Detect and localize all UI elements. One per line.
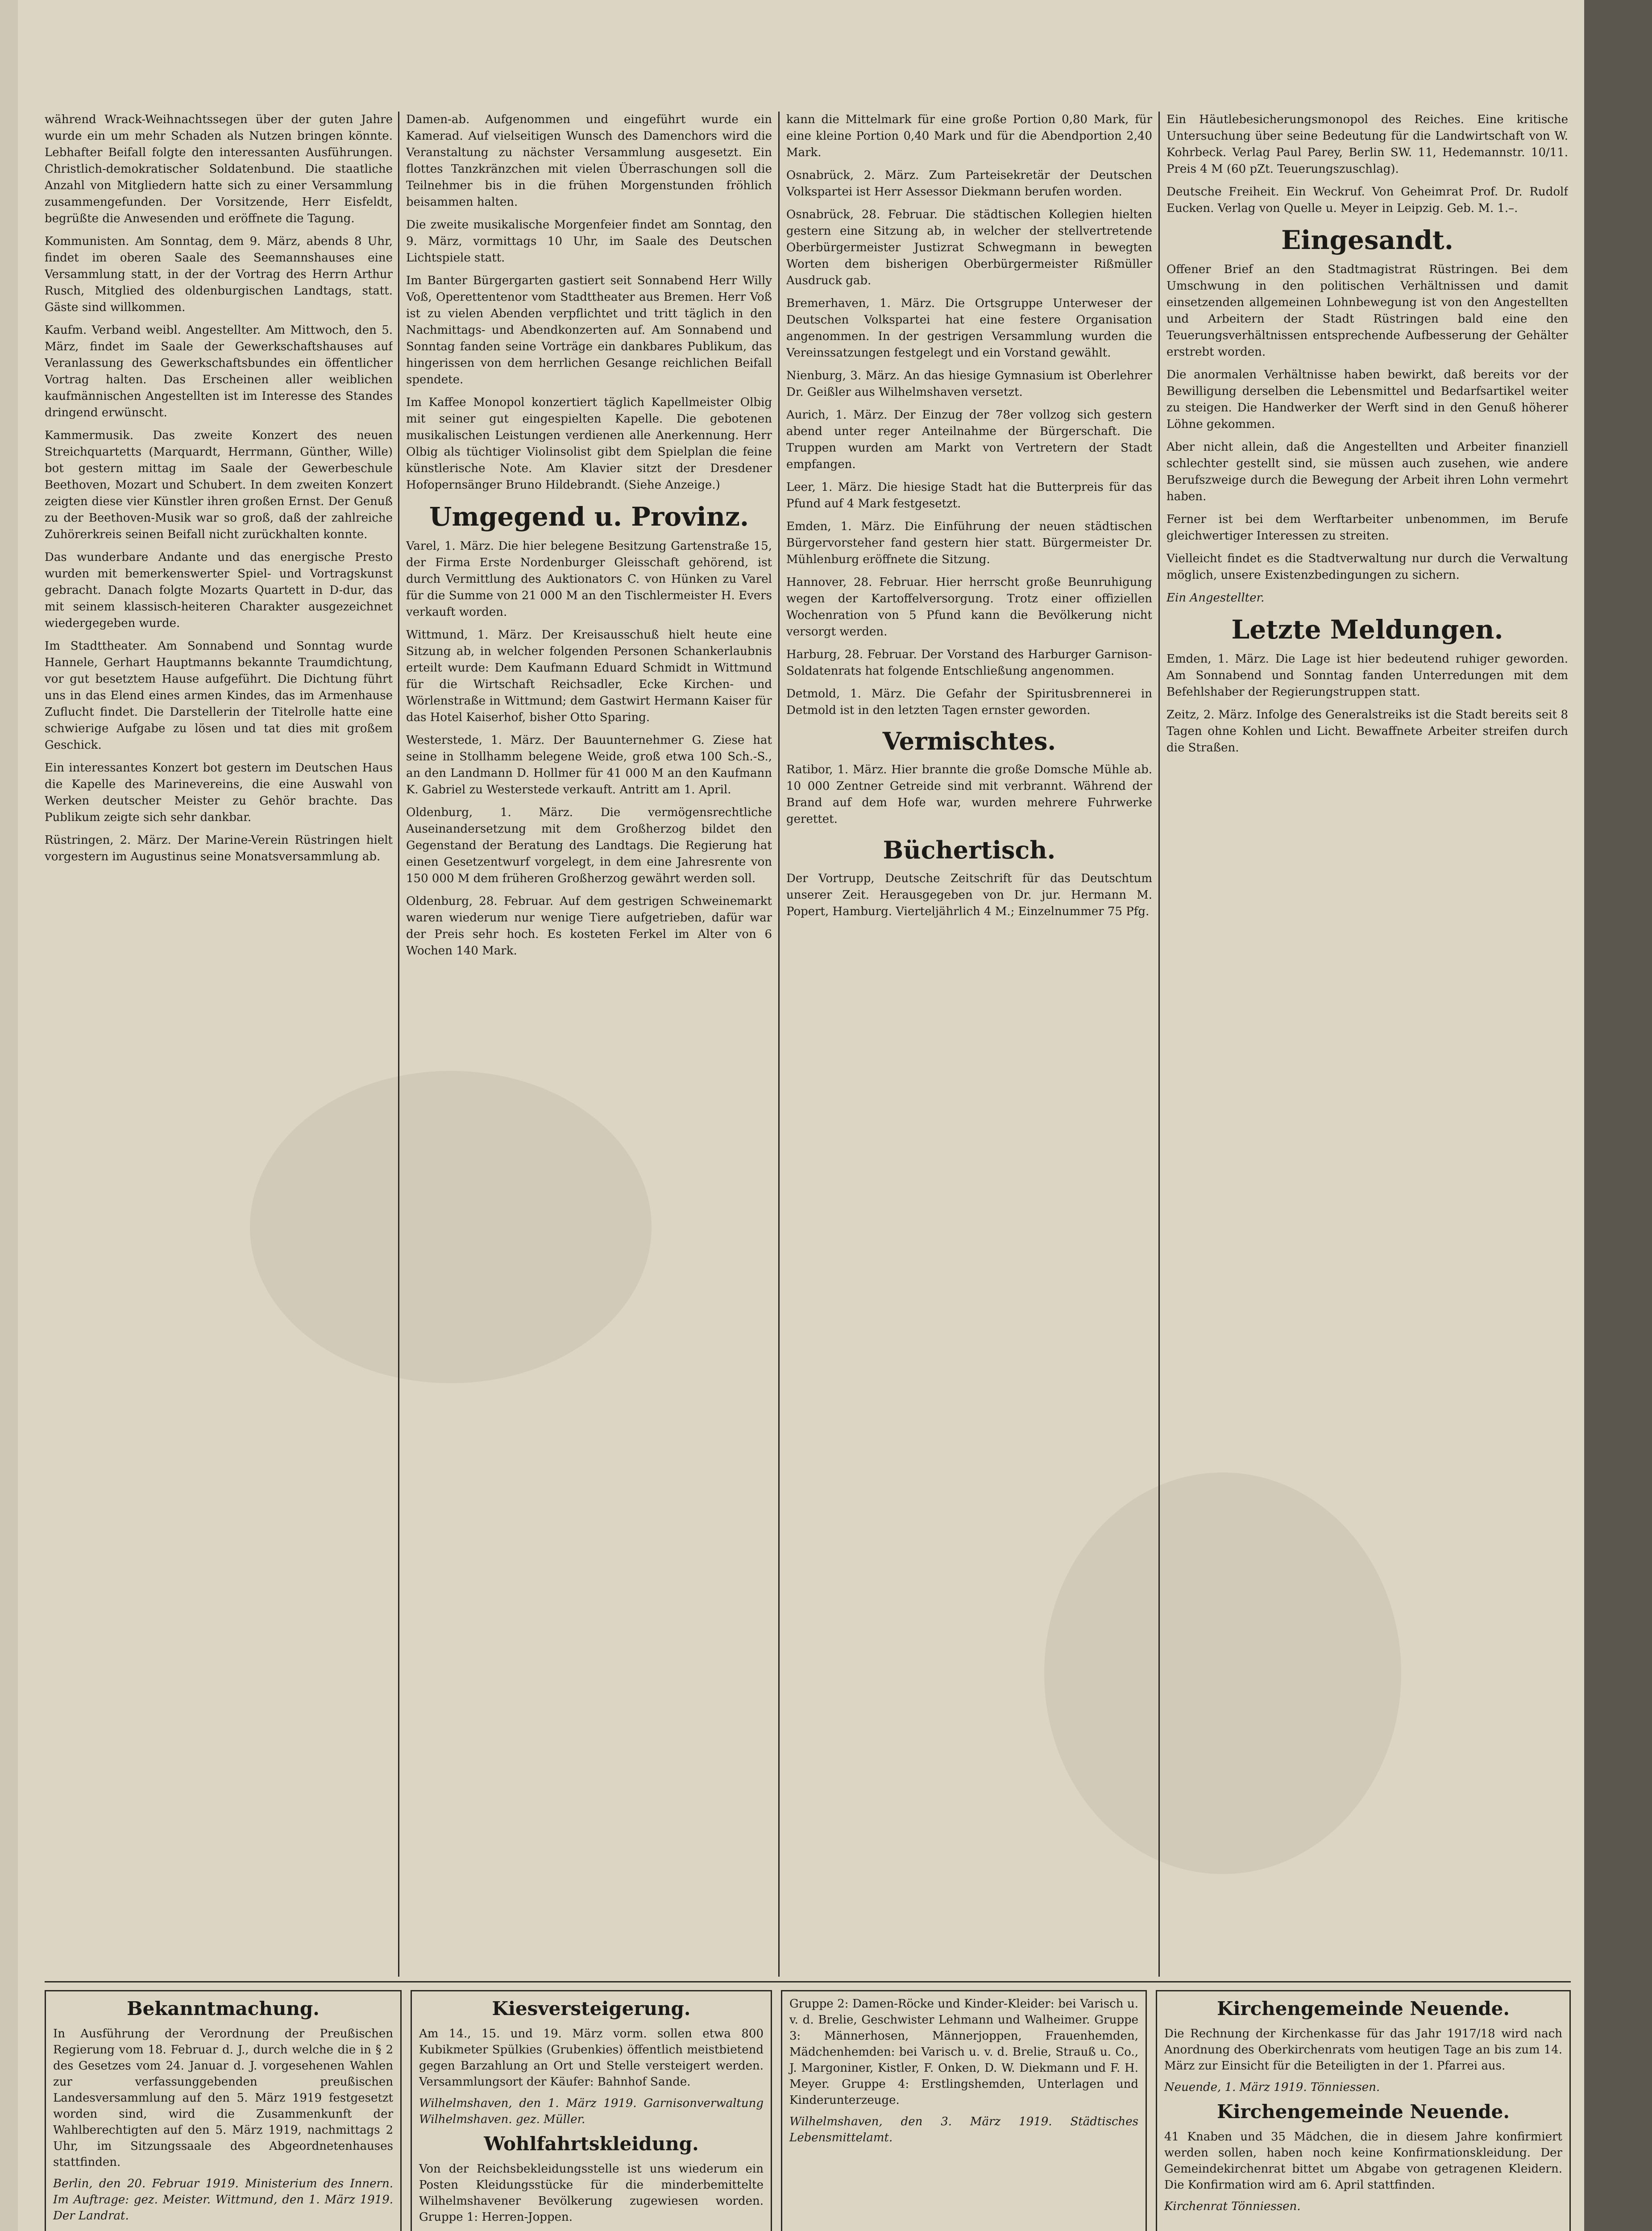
article-paragraph: Im Kaffee Monopol konzertiert täglich Kapellmeister Olbig mit seiner gut eingespielten Kapelle. Die gebotenen musikalischen Leistungen verdienen alle Anerkennung. Herr Olbig als tüchtiger Violinsolist gibt dem Spielplan die feine künstlerische Note. Am Klavier sitzt der Dresdener Hofopernsänger Bruno Hildebrandt. (Siehe Anzeige.)	[406, 396, 772, 492]
article-paragraph: Harburg, 28. Februar. Der Vorstand des Harburger Garnison-Soldatenrats hat folgende Entschließung angenommen.	[786, 648, 1152, 678]
scan-edge-shadow	[1584, 0, 1652, 2231]
column-2	[406, 112, 772, 1977]
section-heading: Letzte Meldungen.	[1231, 614, 1503, 645]
article-paragraph: Das wunderbare Andante und das energische Presto wurden mit bemerkenswerter Spiel- und Vortragskunst gebracht. Danach folgte Mozarts Quartett in D-dur, das mit seinem klassisch-heiteren Charakter ausgezeichnet wiedergegeben wurde.	[45, 551, 393, 630]
ad-signature: Berlin, den 20. Februar 1919. Ministerium des Innern. Im Auftrage: gez. Meister. Wittmund, den 1. März 1919. Der Landrat.	[53, 2177, 393, 2223]
article-paragraph: Emden, 1. März. Die Einführung der neuen städtischen Bürgervorsteher fand gestern hier statt. Bürgermeister Dr. Mühlenburg eröffnete die Sitzung.	[786, 520, 1152, 566]
article-paragraph: Die zweite musikalische Morgenfeier findet am Sonntag, den 9. März, vormittags 10 Uhr, im Saale des Deutschen Lichtspiele statt.	[406, 218, 772, 265]
ad-body: Gruppe 2: Damen-Röcke und Kinder-Kleider: bei Varisch u. v. d. Brelie, Geschwister Lehmann und Walheimer. Gruppe 3: Männerhosen, Männerjoppen, Frauenhemden, Mädchenhemden: bei Varisch u. v. d. Brelie, Strauß u. Co., J. Margoniner, Kistler, F. Onken, D. W. Diekmann und F. H. Meyer. Gruppe 4: Erstlingshemden, Unterlagen und Kinderunterzeuge.	[789, 1997, 1138, 2107]
article-paragraph: Bremerhaven, 1. März. Die Ortsgruppe Unterweser der Deutschen Volkspartei hat eine festere Organisation angenommen. In der gestrigen Versammlung wurden die Vereinssatzungen festgelegt und ein Vorstand gewählt.	[786, 297, 1152, 360]
ad-body: Am 14., 15. und 19. März vorm. sollen etwa 800 Kubikmeter Spülkies (Grubenkies) öffentlich meistbietend gegen Barzahlung an Ort und Stelle versteigert werden. Versammlungsort der Käufer: Bahnhof Sande.	[419, 2027, 764, 2089]
article-paragraph: Die anormalen Verhältnisse haben bewirkt, daß bereits vor der Bewilligung derselben die Lebensmittel und Bedarfsartikel weiter zu steigen. Die Handwerker der Werft sind in den Genuß höherer Löhne gekommen.	[1166, 368, 1568, 431]
article-paragraph: Im Banter Bürgergarten gastiert seit Sonnabend Herr Willy Voß, Operettentenor vom Stadttheater aus Bremen. Herr Voß ist zu vielen Abenden verpflichtet und tritt täglich in den Nachmittags- und Abendkonzerten auf. Am Sonnabend und Sonntag fanden seine Vorträge ein dankbares Publikum, das hingerissen von dem herrlichen Gesange reichlichen Beifall spendete.	[406, 274, 772, 386]
article-paragraph: während Wrack-Weihnachtssegen über der guten Jahre wurde ein um mehr Schaden als Nutzen bringen könnte. Lebhafter Beifall folgte den interessanten Ausführungen. Christlich-demokratischer Soldatenbund. Die staatliche Anzahl von Mitgliedern hatte sich zu einer Versammlung zusammengefunden. Der Vorsitzende, Herr Eisfeldt, begrüßte die Anwesenden und eröffnete die Tagung.	[45, 113, 393, 225]
ad-body: 41 Knaben und 35 Mädchen, die in diesem Jahre konfirmiert werden sollen, haben noch keine Konfirmationskleidung. Der Gemeindekirchenrat bittet um Abgabe von getragenen Kleidern. Die Konfirmation wird am 6. April stattfinden.	[1164, 2130, 1562, 2192]
article-paragraph: Damen-ab. Aufgenommen und eingeführt wurde ein Kamerad. Auf vielseitigen Wunsch des Damenchors wird die Veranstaltung zu nächster Versammlung ausgesetzt. Ein flottes Tanzkränzchen mit vielen Überraschungen soll die Teilnehmer bis in die frühen Morgenstunden fröhlich beisammen halten.	[406, 113, 772, 209]
article-paragraph: Detmold, 1. März. Die Gefahr der Spiritusbrennerei in Detmold ist in den letzten Tagen ernster geworden.	[786, 687, 1152, 717]
article-paragraph: Ratibor, 1. März. Hier brannte die große Domsche Mühle ab. 10 000 Zentner Getreide sind mit verbrannt. Während der Brand auf dem Hofe war, wurden mehrere Fuhrwerke gerettet.	[786, 763, 1152, 826]
article-paragraph: Osnabrück, 28. Februar. Die städtischen Kollegien hielten gestern eine Sitzung ab, in welcher der stellvertretende Oberbürgermeister Justizrat Schwegmann in bewegten Worten dem bisherigen Oberbürgermeister Rißmüller Ausdruck gab.	[786, 208, 1152, 287]
article-paragraph: Ferner ist bei dem Werftarbeiter unbenommen, im Berufe gleichwertiger Interessen zu streiten.	[1166, 513, 1568, 543]
article-paragraph: Aber nicht allein, daß die Angestellten und Arbeiter finanziell schlechter gestellt sind, sie müssen auch zusehen, wie andere Berufszweige durch die Bewegung der Arbeit ihren Lohn vermehrt haben.	[1166, 440, 1568, 503]
ad-title: Kirchengemeinde Neuende.	[1216, 1998, 1510, 2020]
article-paragraph: Oldenburg, 28. Februar. Auf dem gestrigen Schweinemarkt waren wiederum nur wenige Tiere aufgetrieben, dafür war der Preis sehr hoch. Es kosteten Ferkel im Alter von 6 Wochen 140 Mark.	[406, 895, 772, 958]
article-paragraph: kann die Mittelmark für eine große Portion 0,80 Mark, für eine kleine Portion 0,40 Mark und für die Abendportion 2,40 Mark.	[786, 113, 1152, 159]
article-paragraph: Ein Häutlebesicherungsmonopol des Reiches. Eine kritische Untersuchung über seine Bedeutung für die Landwirtschaft von W. Kohrbeck. Verlag Paul Parey, Berlin SW. 11, Hedemannstr. 10/11. Preis 4 M (60 pZt. Teuerungszuschlag).	[1166, 113, 1568, 176]
article-paragraph: Hannover, 28. Februar. Hier herrscht große Beunruhigung wegen der Kartoffelversorgung. Trotz einer offiziellen Wochenration von 5 Pfund kann die Bevölkerung nicht versorgt werden.	[786, 576, 1152, 639]
article-paragraph: Vielleicht findet es die Stadtverwaltung nur durch die Verwaltung möglich, unsere Existenzbedingungen zu sichern.	[1166, 552, 1568, 582]
article-paragraph: Der Vortrupp, Deutsche Zeitschrift für das Deutschtum unserer Zeit. Herausgegeben von Dr. jur. Hermann M. Popert, Hamburg. Vierteljährlich 4 M.; Einzelnummer 75 Pfg.	[786, 872, 1152, 918]
ad-body: Die Rechnung der Kirchenkasse für das Jahr 1917/18 wird nach Anordnung des Oberkirchenrats vom heutigen Tage an bis zum 14. März zur Einsicht für die Beteiligten in der 1. Pfarrei aus.	[1164, 2027, 1562, 2073]
ads-divider	[45, 1981, 1571, 1982]
ad-title: Bekanntmachung.	[127, 1998, 320, 2020]
ad-signature: Kirchenrat Tönniessen.	[1164, 2200, 1301, 2213]
article-paragraph: Nienburg, 3. März. An das hiesige Gymnasium ist Oberlehrer Dr. Geißler aus Wilhelmshaven versetzt.	[786, 369, 1152, 399]
ad-body: In Ausführung der Verordnung der Preußischen Regierung vom 18. Februar d. J., durch welche die in § 2 des Gesetzes vom 24. Januar d. J. vorgesehenen Wahlen zur verfassunggebenden preußischen Landesversammlung auf den 5. März 1919 festgesetzt worden sind, wird die Zusammenkunft der Wahlberechtigten auf den 5. März 1919, nachmittags 2 Uhr, im Sitzungssaale des Abgeordnetenhauses stattfinden.	[53, 2027, 393, 2169]
section-heading: Eingesandt.	[1281, 225, 1453, 255]
article-paragraph: Emden, 1. März. Die Lage ist hier bedeutend ruhiger geworden. Am Sonnabend und Sonntag fanden Unterredungen mit dem Befehlshaber der Regierungstruppen statt.	[1166, 652, 1568, 699]
article-paragraph: Rüstringen, 2. März. Der Marine-Verein Rüstringen hielt vorgestern im Augustinus seine Monatsversammlung ab.	[45, 834, 393, 863]
article-paragraph: Offener Brief an den Stadtmagistrat Rüstringen. Bei dem Umschwung in den politischen Verhältnissen und damit einsetzenden allgemeinen Lohnbewegung ist von den Angestellten und Arbeitern der Stadt Rüstringen bald eine den Teuerungsverhältnissen entsprechende Aufbesserung der Gehälter erstrebt worden.	[1166, 263, 1568, 359]
column-rule	[398, 112, 399, 1977]
article-paragraph: Im Stadttheater. Am Sonnabend und Sonntag wurde Hannele, Gerhart Hauptmanns bekannte Traumdichtung, vor gut besetztem Hause aufgeführt. Die Dichtung führt uns in das Elend eines armen Kindes, das im Armenhause Zuflucht findet. Die Darstellerin der Titelrolle hatte eine schwierige Aufgabe zu lösen und tat dies mit großem Geschick.	[45, 639, 393, 752]
ad-signature: Neuende, 1. März 1919. Tönniessen.	[1164, 2081, 1380, 2094]
ad-body: Von der Reichsbekleidungsstelle ist uns wiederum ein Posten Kleidungsstücke für die minderbemittelte Wilhelmshavener Bevölkerung zugewiesen worden. Gruppe 1: Herren-Joppen.	[419, 2162, 764, 2224]
article-paragraph: Wittmund, 1. März. Der Kreisausschuß hielt heute eine Sitzung ab, in welcher folgenden Personen Schankerlaubnis erteilt wurde: Dem Kaufmann Eduard Schmidt in Wittmund für die Wirtschaft Reichsadler, Ecke Kirchen- und Wörlenstraße in Wittmund; dem Gastwirt Hermann Kaiser für das Hotel Kaiserhof, bisher Otto Sparing.	[406, 628, 772, 724]
section-heading: Umgegend u. Provinz.	[429, 502, 749, 532]
column-1	[45, 112, 393, 1977]
ad-kirchengemeinde	[1156, 1990, 1571, 2231]
column-3	[786, 112, 1152, 1977]
section-heading: Büchertisch.	[883, 836, 1056, 864]
ad-signature: Wilhelmshaven, den 3. März 1919. Städtisches Lebensmittelamt.	[789, 2115, 1138, 2144]
article-paragraph: Westerstede, 1. März. Der Bauunternehmer G. Ziese hat seine in Stollhamm belegene Weide, groß etwa 100 Sch.-S., an den Landmann D. Hollmer für 41 000 M an den Kaufmann K. Gabriel zu Westerstede verkauft. Antritt am 1. April.	[406, 734, 772, 796]
article-paragraph: Ein interessantes Konzert bot gestern im Deutschen Haus die Kapelle des Marinevereins, die eine Auswahl von Werken deutscher Meister zu Gehör brachte. Das Publikum zeigte sich sehr dankbar.	[45, 761, 393, 824]
article-paragraph: Varel, 1. März. Die hier belegene Besitzung Gartenstraße 15, der Firma Erste Nordenburger Gleisschaft gehörend, ist durch Vermittlung des Auktionators C. von Hünken zu Varel für die Summe von 21 000 M an den Tischlermeister H. Evers verkauft worden.	[406, 539, 772, 619]
article-paragraph: Aurich, 1. März. Der Einzug der 78er vollzog sich gestern abend unter reger Anteilnahme der Bürgerschaft. Die Truppen wurden am Markt von Vertretern der Stadt empfangen.	[786, 408, 1152, 471]
article-paragraph: Deutsche Freiheit. Ein Weckruf. Von Geheimrat Prof. Dr. Rudolf Eucken. Verlag von Quelle u. Meyer in Leipzig. Geb. M. 1.–.	[1166, 185, 1568, 215]
newspaper-page	[18, 0, 1584, 2231]
ad-title: Wohlfahrtskleidung.	[484, 2133, 699, 2155]
article-paragraph: Osnabrück, 2. März. Zum Parteisekretär der Deutschen Volkspartei ist Herr Assessor Diekmann berufen worden.	[786, 169, 1152, 199]
ad-bekanntmachung	[45, 1990, 402, 2231]
article-paragraph: Kaufm. Verband weibl. Angestellter. Am Mittwoch, den 5. März, findet im Saale der Gewerkschaftshauses auf Veranlassung des Gewerkschaftsbundes ein öffentlicher Vortrag halten. Das Erscheinen aller weiblichen kaufmännischen Angestellten ist im Interesse des Standes dringend erwünscht.	[45, 323, 393, 419]
column-4	[1166, 112, 1568, 1977]
column-rule	[1158, 112, 1160, 1977]
column-rule	[778, 112, 780, 1977]
ad-title: Kirchengemeinde Neuende.	[1216, 2101, 1510, 2123]
section-heading: Vermischtes.	[882, 727, 1056, 755]
article-paragraph: Oldenburg, 1. März. Die vermögensrechtliche Auseinandersetzung mit dem Großherzog bildet den Gegenstand der Beratung des Landtags. Die Regierung hat einen Gesetzentwurf vorgelegt, in dem eine Jahresrente von 150 000 M dem früheren Großherzog gewährt werden soll.	[406, 806, 772, 885]
ad-lebensmittelamt	[781, 1990, 1147, 2231]
signature: Ein Angestellter.	[1166, 591, 1265, 605]
article-paragraph: Leer, 1. März. Die hiesige Stadt hat die Butterpreis für das Pfund auf 4 Mark festgesetzt.	[786, 481, 1152, 510]
ad-title: Kiesversteigerung.	[492, 1998, 691, 2020]
ad-kiesversteigerung	[411, 1990, 772, 2231]
article-paragraph: Kammermusik. Das zweite Konzert des neuen Streichquartetts (Marquardt, Herrmann, Günther, Wille) bot gestern mittag im Saale der Gewerbeschule Beethoven, Mozart und Schubert. In dem zweiten Konzert zeigten diese vier Künstler ihren großen Ernst. Der Genuß zu der Beethoven-Musik war so groß, daß der zahlreiche Zuhörerkreis seinen Beifall nicht zurückhalten konnte.	[45, 429, 393, 541]
article-paragraph: Kommunisten. Am Sonntag, dem 9. März, abends 8 Uhr, findet im oberen Saale des Seemannshauses eine Versammlung statt, in der der Vortrag des Herrn Arthur Rusch, Mitglied des oldenburgischen Landtags, statt. Gäste sind willkommen.	[45, 235, 393, 314]
ad-signature: Wilhelmshaven, den 1. März 1919. Garnisonverwaltung Wilhelmshaven. gez. Müller.	[419, 2097, 764, 2126]
article-paragraph: Zeitz, 2. März. Infolge des Generalstreiks ist die Stadt bereits seit 8 Tagen ohne Kohlen und Licht. Bewaffnete Arbeiter streifen durch die Straßen.	[1166, 708, 1568, 755]
